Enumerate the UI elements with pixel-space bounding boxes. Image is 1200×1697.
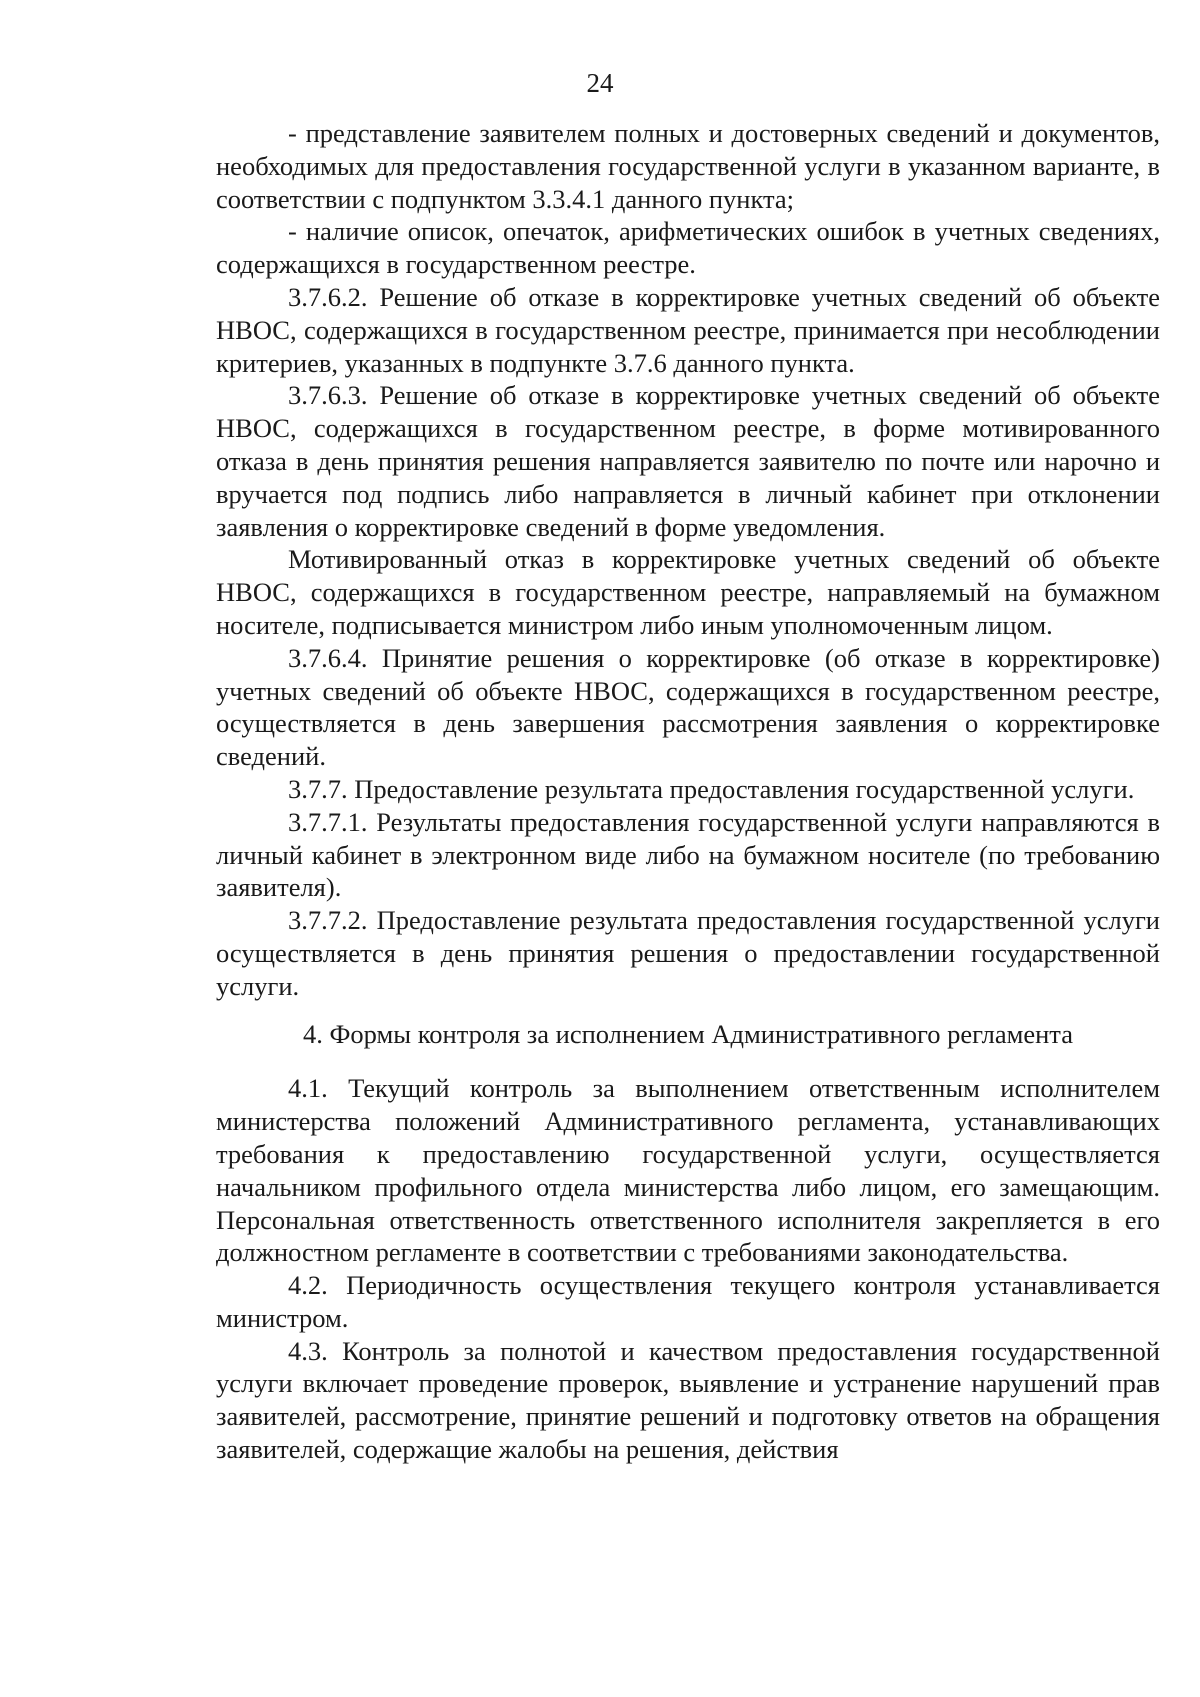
paragraph-3-7-6-2: 3.7.6.2. Решение об отказе в корректировке учетных сведений об объекте НВОС, содержащихся в государственном реестре, принимается при несоблюдении критериев, указанных в подпункте 3.7.6 данного пункта. xyxy=(216,281,1160,378)
paragraph-requirement-complete-info: - представление заявителем полных и достоверных сведений и документов, необходимых для предоставления государственной услуги в указанном варианте, в соответствии с подпунктом 3.3.4.1 данного пункта; xyxy=(216,118,1160,214)
paragraph-3-7-6-4: 3.7.6.4. Принятие решения о корректировке (об отказе в корректировке) учетных сведений об объекте НВОС, содержащихся в государственном реестре, осуществляется в день завершения рассмотрения заявления о корректировке сведений. xyxy=(216,642,1160,772)
paragraph-4-1: 4.1. Текущий контроль за выполнением ответственным исполнителем министерства положений Административного регламента, устанавливающих требования к предоставлению государственной услуги, осуществляется начальником профильного отдела министерства либо лицом, его замещающим. Персональная ответственность ответственного исполнителя закрепляется в его должностном регламенте в соответствии с требованиями законодательства. xyxy=(216,1073,1160,1268)
paragraph-3-7-6-3: 3.7.6.3. Решение об отказе в корректировке учетных сведений об объекте НВОС, содержащихся в государственном реестре, в форме мотивированного отказа в день принятия решения направляется заявителю по почте или нарочно и вручается под подпись либо направляется в личный кабинет при отклонении заявления о корректировке сведений в форме уведомления. xyxy=(216,380,1160,542)
paragraph-requirement-typos: - наличие описок, опечаток, арифметических ошибок в учетных сведениях, содержащихся в государственном реестре. xyxy=(216,216,1160,280)
paragraph-4-2: 4.2. Периодичность осуществления текущего контроля устанавливается министром. xyxy=(216,1270,1160,1333)
paragraph-4-3: 4.3. Контроль за полнотой и качеством предоставления государственной услуги включает проведение проверок, выявление и устранение нарушений прав заявителей, рассмотрение, принятие решений и подготовку ответов на обращения заявителей, содержащие жалобы на решения, действия xyxy=(216,1335,1160,1465)
paragraph-motivated-refusal: Мотивированный отказ в корректировке учетных сведений об объекте НВОС, содержащихся в государственном реестре, направляемый на бумажном носителе, подписывается министром либо иным уполномоченным лицом. xyxy=(216,544,1160,640)
paragraph-3-7-7: 3.7.7. Предоставление результата предоставления государственной услуги. xyxy=(288,773,1135,804)
paragraph-3-7-7-1: 3.7.7.1. Результаты предоставления государственной услуги направляются в личный кабинет в электронном виде либо на бумажном носителе (по требованию заявителя). xyxy=(216,806,1160,903)
page-number: 24 xyxy=(586,68,614,98)
section-heading: 4. Формы контроля за исполнением Административного регламента xyxy=(303,1018,1073,1049)
document-body xyxy=(216,117,1160,1466)
paragraph-3-7-7-2: 3.7.7.2. Предоставление результата предоставления государственной услуги осуществляется в день принятия решения о предоставлении государственной услуги. xyxy=(216,905,1160,1001)
